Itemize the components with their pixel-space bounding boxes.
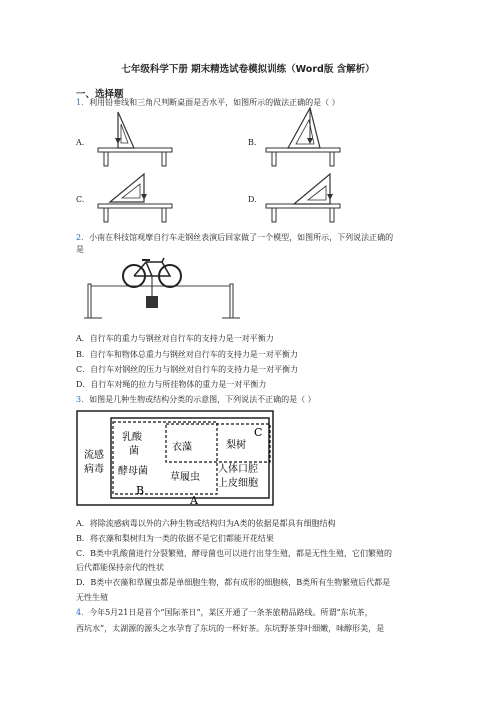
section-heading: 一、选择题: [76, 89, 124, 100]
q2-option-b: B．自行车和物体总重力与钢丝对自行车的支持力是一对平衡力: [76, 350, 298, 359]
q3-option-c: C．B类中乳酸菌进行分裂繁殖，酵母菌也可以进行出芽生殖，都是无性生殖，它们繁殖的: [76, 549, 392, 558]
question-number: 1．: [76, 98, 90, 107]
figure-c-table-triangle: [96, 170, 176, 230]
virus-label-1: 流感: [84, 450, 104, 461]
page-title: 七年级科学下册 期末精选试卷模拟训练（Word版 含解析）: [121, 64, 375, 75]
q2-option-a: A．自行车的重力与钢丝对自行车的支持力是一对平衡力: [76, 334, 274, 343]
virus-label-2: 病毒: [84, 464, 104, 475]
pear-tree-label: 梨树: [226, 440, 246, 451]
question-text: 利用铅垂线和三角尺判断桌面是否水平，如图所示的做法正确的是（ ）: [89, 98, 340, 107]
lactobacillus-label-2: 菌: [129, 446, 139, 457]
question-3: [76, 394, 316, 405]
label-c: C: [254, 426, 263, 439]
question-number: 2．: [76, 233, 90, 242]
paramecium-label: 草履虫: [170, 472, 200, 483]
label-a: A: [190, 494, 198, 507]
q3-option-d-cont: 无性生殖: [76, 593, 108, 602]
question-2-line2: 是: [76, 245, 84, 254]
question-text: 今年5月21日是首个“国际茶日”，某区开通了一条茶旅精品路线。所谓“东坑茶，: [89, 608, 373, 617]
figure-d-table-triangle: [264, 170, 344, 230]
q3-option-b: B．将衣藻和梨树归为一类的依据不是它们都能开花结果: [76, 534, 274, 543]
option-label-c: C.: [76, 195, 85, 204]
figure-a-table-triangle: [96, 108, 176, 168]
question-4: [76, 607, 373, 618]
q3-option-c-cont: 后代都能保持亲代的性状: [76, 563, 164, 572]
classification-diagram: [76, 410, 276, 508]
option-label-b: B.: [248, 138, 257, 147]
figure-b-table-triangle: [264, 104, 344, 168]
question-4-line2: 西坑水”，太湖源的源头之水孕育了东坑的一杯好茶。东坑野茶芽叶细嫩，味醇形美，是: [76, 624, 385, 633]
q2-option-d: D．自行车对绳的拉力与所挂物体的重力是一对平衡力: [76, 380, 267, 389]
yeast-label: 酵母菌: [118, 466, 148, 477]
bicycle-wire-figure: [82, 256, 242, 322]
lactobacillus-label-1: 乳酸: [122, 432, 142, 443]
option-label-d: D.: [248, 195, 257, 204]
question-text: 小南在科技馆观摩自行车走钢丝表演后回家做了一个模型，如图所示，下列说法正确的: [89, 233, 394, 242]
question-text: 如图是几种生物或结构分类的示意图，下列说法不正确的是（ ）: [89, 395, 316, 404]
question-number: 3．: [76, 395, 90, 404]
label-b: B: [136, 484, 145, 497]
question-2: [76, 232, 393, 243]
oral-cell-label-1: 人体口腔: [218, 464, 258, 475]
q2-option-c: C．自行车对钢丝的压力与钢丝对自行车的支持力是一对平衡力: [76, 365, 299, 374]
question-number: 4．: [76, 608, 90, 617]
oral-cell-label-2: 上皮细胞: [218, 478, 258, 489]
q3-option-a: A．将除流感病毒以外的六种生物或结构归为A类的依据是都具有细胞结构: [76, 519, 336, 528]
option-label-a: A.: [76, 138, 85, 147]
chlamydomonas-label: 衣藻: [172, 442, 192, 453]
q3-option-d: D．B类中衣藻和草履虫都是单细胞生物，都有成形的细胞核，B类所有生物繁殖后代都是: [76, 578, 391, 587]
